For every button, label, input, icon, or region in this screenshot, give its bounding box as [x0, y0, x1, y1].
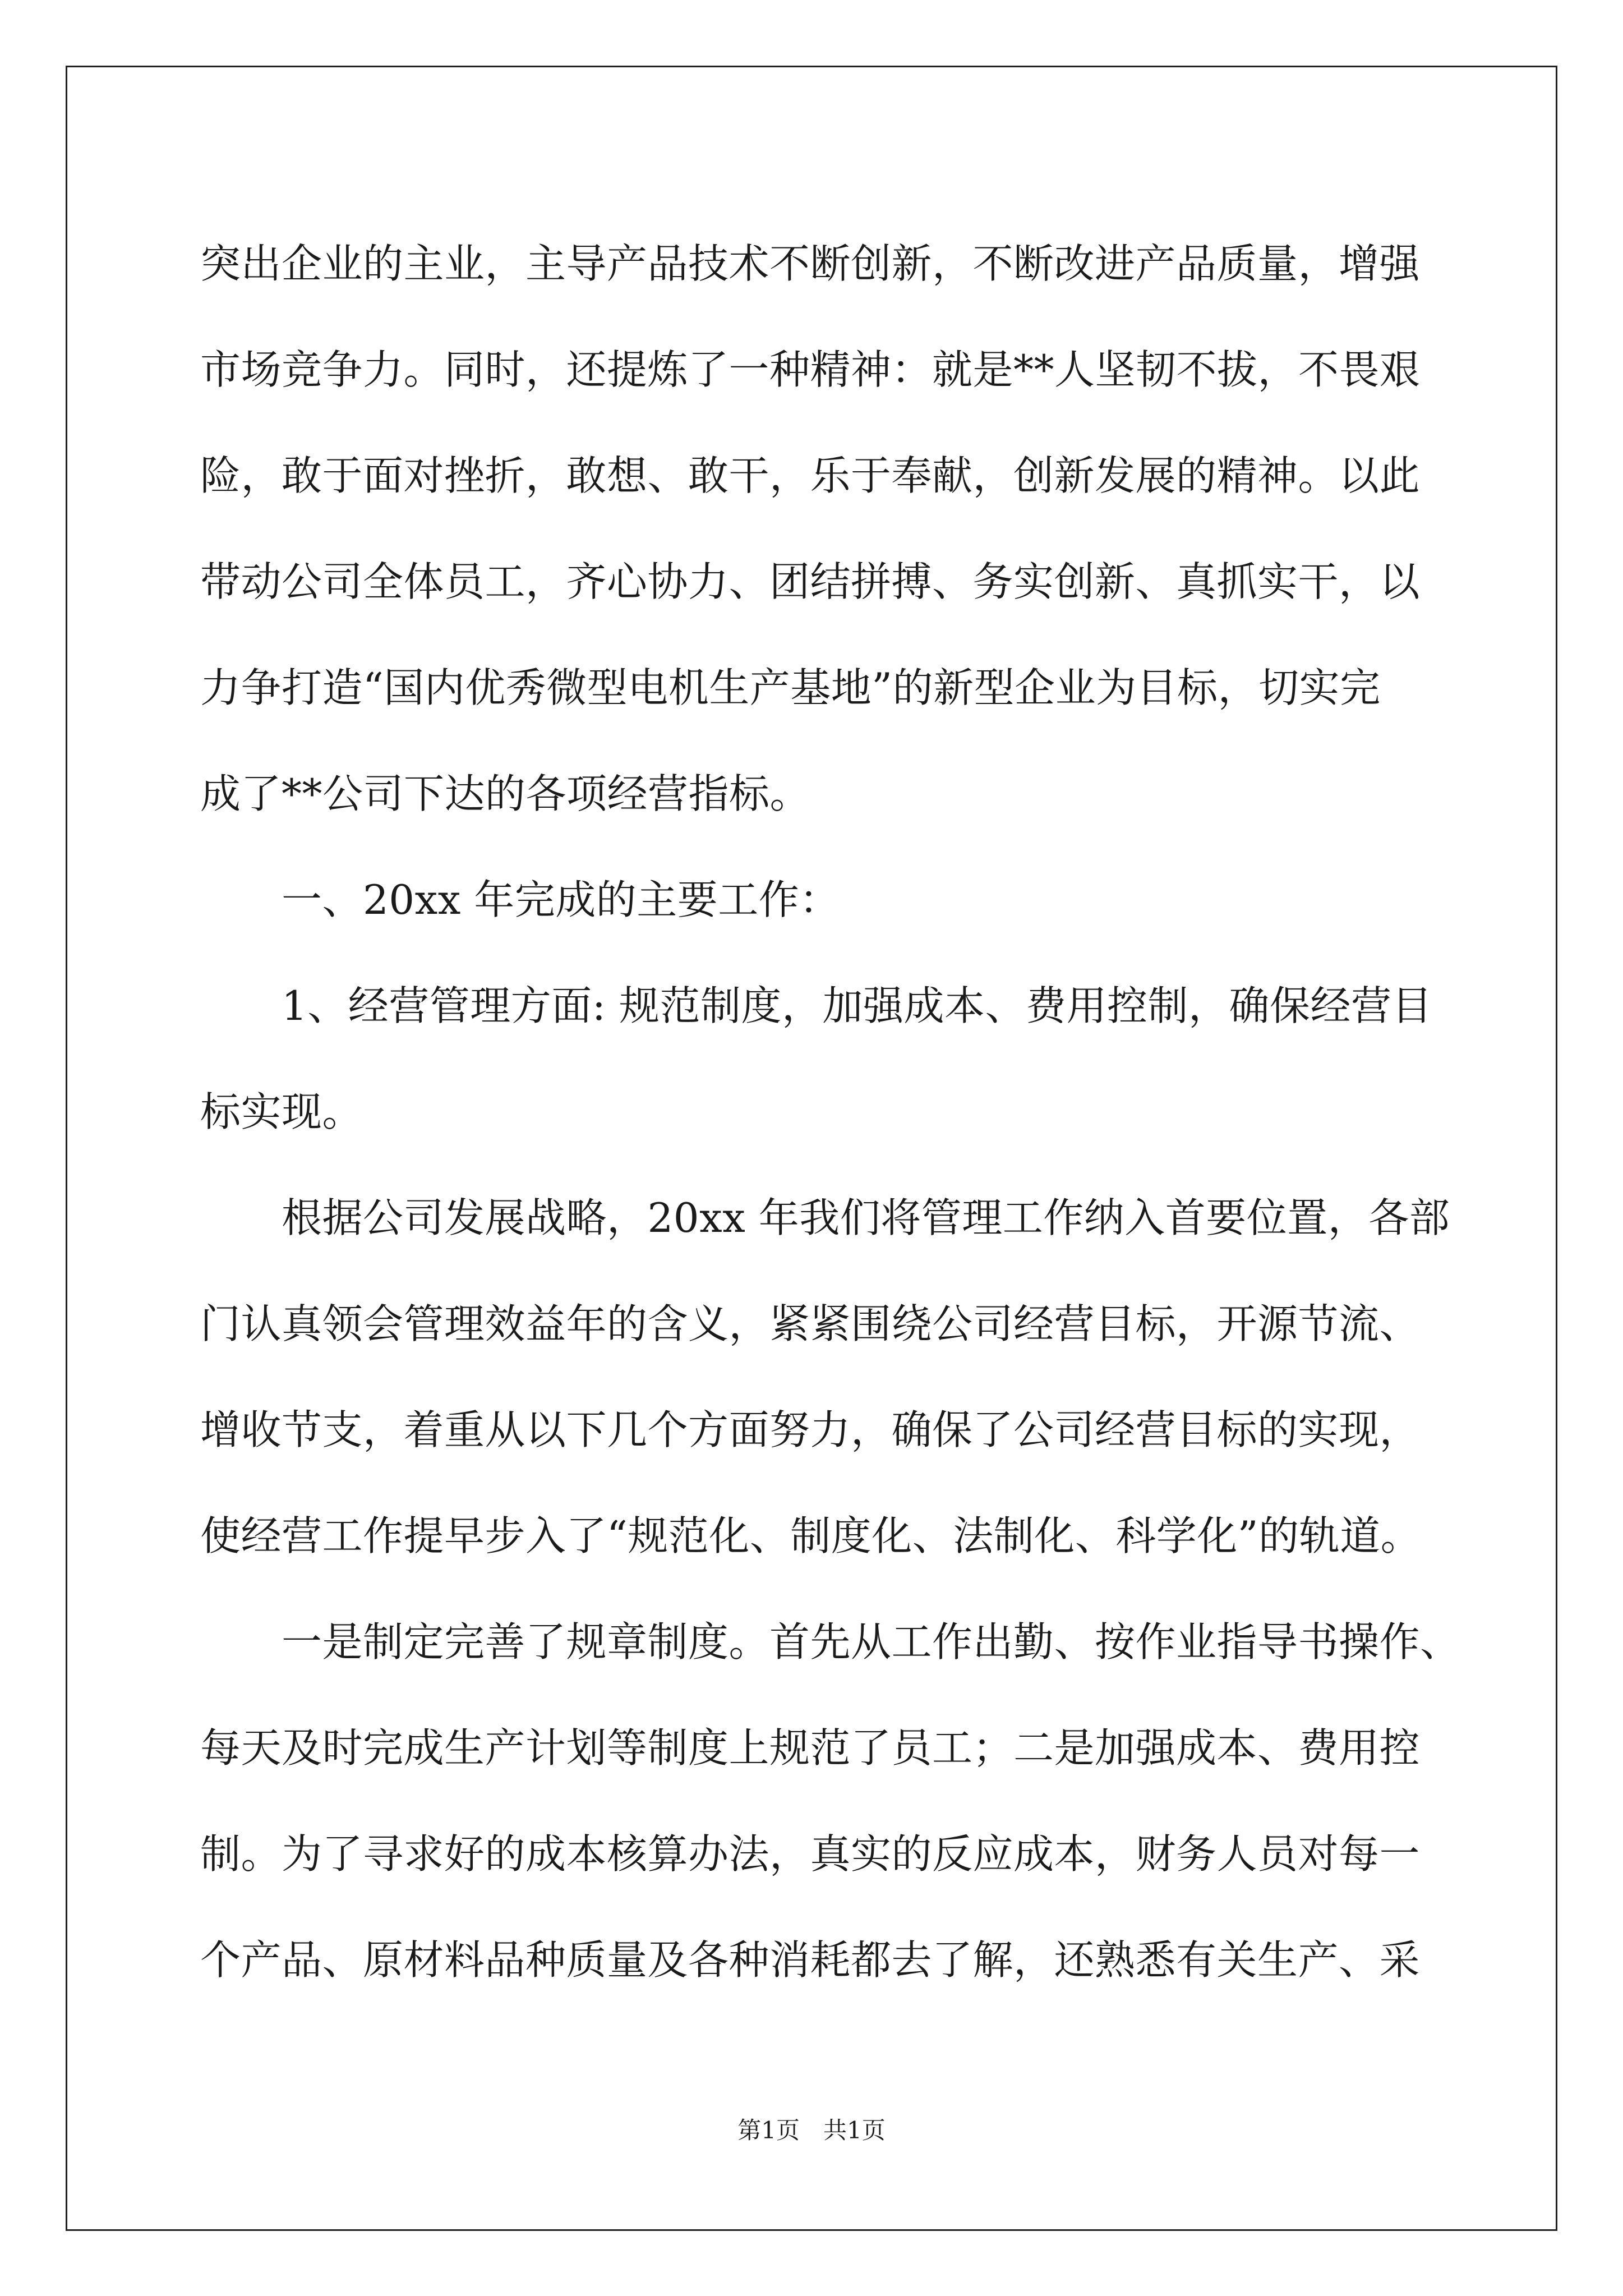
text-line: 险，敢于面对挫折，敢想、敢干，乐于奉献，创新发展的精神。以此: [200, 452, 1421, 499]
text-line: 增收节支，着重从以下几个方面努力，确保了公司经营目标的实现，: [200, 1406, 1421, 1453]
text-line: 每天及时完成生产计划等制度上规范了员工；二是加强成本、费用控: [200, 1724, 1421, 1772]
paragraph-start: 一是制定完善了规章制度。首先从工作出勤、按作业指导书操作、: [282, 1618, 1461, 1665]
text-line: 成了**公司下达的各项经营指标。: [200, 770, 811, 817]
text-line: 突出企业的主业，主导产品技术不断创新，不断改进产品质量，增强: [200, 240, 1421, 287]
text-line: 市场竞争力。同时，还提炼了一种精神：就是**人坚韧不拔，不畏艰: [200, 346, 1421, 393]
page-number-footer: 第1页 共1页: [737, 2116, 886, 2144]
text-line: 制。为了寻求好的成本核算办法，真实的反应成本，财务人员对每一: [200, 1830, 1421, 1878]
section-heading: 一、20xx 年完成的主要工作：: [282, 876, 840, 923]
text-line: 个产品、原材料品种质量及各种消耗都去了解，还熟悉有关生产、采: [200, 1936, 1421, 1984]
paragraph-start: 根据公司发展战略，20xx 年我们将管理工作纳入首要位置，各部: [282, 1194, 1450, 1241]
text-line: 标实现。: [200, 1088, 363, 1135]
text-line: 门认真领会管理效益年的含义，紧紧围绕公司经营目标，开源节流、: [200, 1300, 1421, 1347]
subsection-heading: 1、经营管理方面: 规范制度，加强成本、费用控制，确保经营目: [282, 982, 1432, 1029]
text-line: 带动公司全体员工，齐心协力、团结拼搏、务实创新、真抓实干，以: [200, 558, 1421, 605]
text-line: 力争打造“国内优秀微型电机生产基地”的新型企业为目标，切实完: [200, 664, 1381, 711]
text-line: 使经营工作提早步入了“规范化、制度化、法制化、科学化”的轨道。: [200, 1512, 1422, 1559]
